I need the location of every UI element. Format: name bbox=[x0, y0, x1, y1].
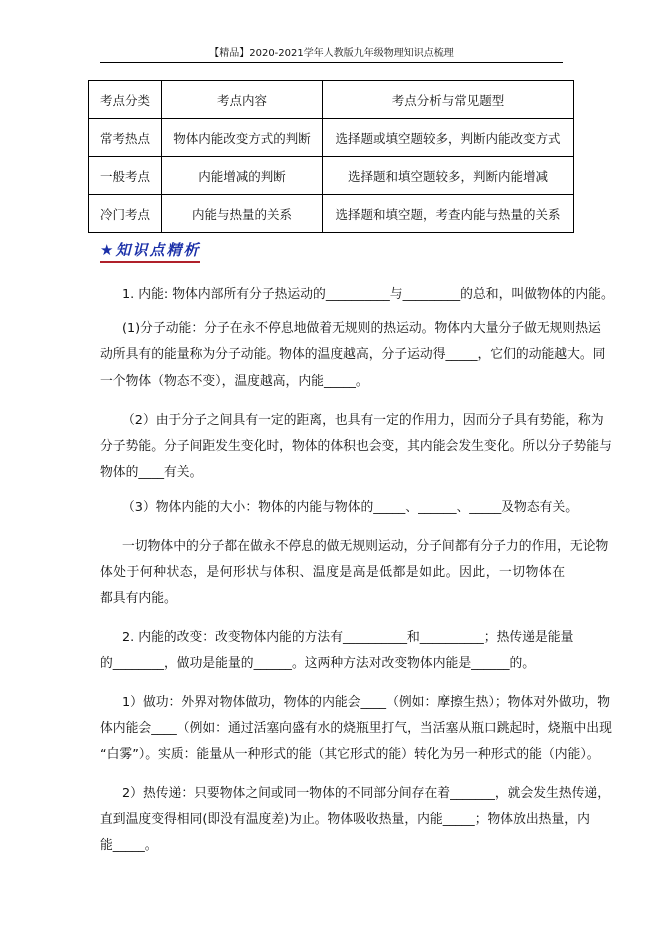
table-header-row bbox=[89, 81, 574, 119]
paragraph-line: (1)分子动能：分子在永不停息地做着无规则的热运动。物体内大量分子做无规则热运 bbox=[122, 321, 601, 336]
paragraph-line: 1. 内能: 物体内部所有分子热运动的__________与_________的总和，叫做物体的内能。 bbox=[122, 287, 614, 302]
paragraph-line: “白雾”）。实质：能量从一种形式的能（其它形式的能）转化为另一种形式的能（内能）。 bbox=[100, 747, 600, 762]
table-cell: 常考热点 bbox=[89, 119, 162, 157]
paragraph-line: 一切物体中的分子都在做永不停息的做无规则运动，分子间都有分子力的作用，无论物 bbox=[122, 539, 609, 554]
header-rule bbox=[100, 62, 563, 63]
table-row bbox=[89, 157, 574, 195]
paragraph-line: （2）由于分子之间具有一定的距离，也具有一定的作用力，因而分子具有势能，称为 bbox=[122, 413, 604, 428]
paragraph-line: （3）物体内能的大小：物体的内能与物体的_____、______、_____及物态有关。 bbox=[122, 500, 579, 515]
paragraph-line: 的________，做功是能量的______。这两种方法对改变物体内能是______的。 bbox=[100, 656, 536, 671]
paragraph-line: 直到温度变得相同(即没有温度差)为止。物体吸收热量，内能_____；物体放出热量，内 bbox=[100, 812, 590, 827]
table-cell: 内能增减的判断 bbox=[162, 157, 323, 195]
table-cell: 选择题和填空题，考查内能与热量的关系 bbox=[323, 195, 574, 233]
paragraph-line: 2. 内能的改变：改变物体内能的方法有__________和__________；热传递是能量 bbox=[122, 630, 574, 645]
paragraph-line: 物体的____有关。 bbox=[100, 465, 203, 480]
paragraph-line: 能_____。 bbox=[100, 838, 158, 853]
table-row bbox=[89, 195, 574, 233]
table-cell: 内能与热量的关系 bbox=[162, 195, 323, 233]
paragraph-line: 分子势能。分子间距发生变化时，物体的体积也会变，其内能会发生变化。所以分子势能与 bbox=[100, 439, 612, 454]
page-header: 【精品】2020-2021学年人教版九年级物理知识点梳理 bbox=[209, 48, 454, 59]
table-cell: 选择题或填空题较多，判断内能改变方式 bbox=[323, 119, 574, 157]
table-header: 考点分析与常见题型 bbox=[323, 81, 574, 119]
paragraph-line: 动所具有的能量称为分子动能。物体的温度越高，分子运动得_____，它们的动能越大。同 bbox=[100, 347, 606, 362]
table-cell: 冷门考点 bbox=[89, 195, 162, 233]
exam-points-table bbox=[88, 80, 574, 233]
section-title: ★知识点精析 bbox=[100, 239, 200, 263]
paragraph-line: 1）做功：外界对物体做功，物体的内能会____（例如：摩擦生热）；物体对外做功，物 bbox=[122, 695, 611, 710]
table-cell: 一般考点 bbox=[89, 157, 162, 195]
paragraph-line: 2）热传递：只要物体之间或同一物体的不同部分间存在着_______，就会发生热传递， bbox=[122, 786, 611, 801]
table-cell: 物体内能改变方式的判断 bbox=[162, 119, 323, 157]
paragraph-line: 体内能会____（例如：通过活塞向盛有水的烧瓶里打气，当活塞从瓶口跳起时，烧瓶中出现 bbox=[100, 721, 612, 736]
paragraph-line: 体处于何种状态，是何形状与体积、温度是高是低都是如此。因此，一切物体在 bbox=[100, 565, 565, 580]
table-header: 考点内容 bbox=[162, 81, 323, 119]
paragraph-line: 都具有内能。 bbox=[100, 591, 177, 606]
table-header: 考点分类 bbox=[89, 81, 162, 119]
paragraph-line: 一个物体（物态不变），温度越高，内能_____。 bbox=[100, 374, 369, 389]
table-row bbox=[89, 119, 574, 157]
table-cell: 选择题和填空题较多，判断内能增减 bbox=[323, 157, 574, 195]
